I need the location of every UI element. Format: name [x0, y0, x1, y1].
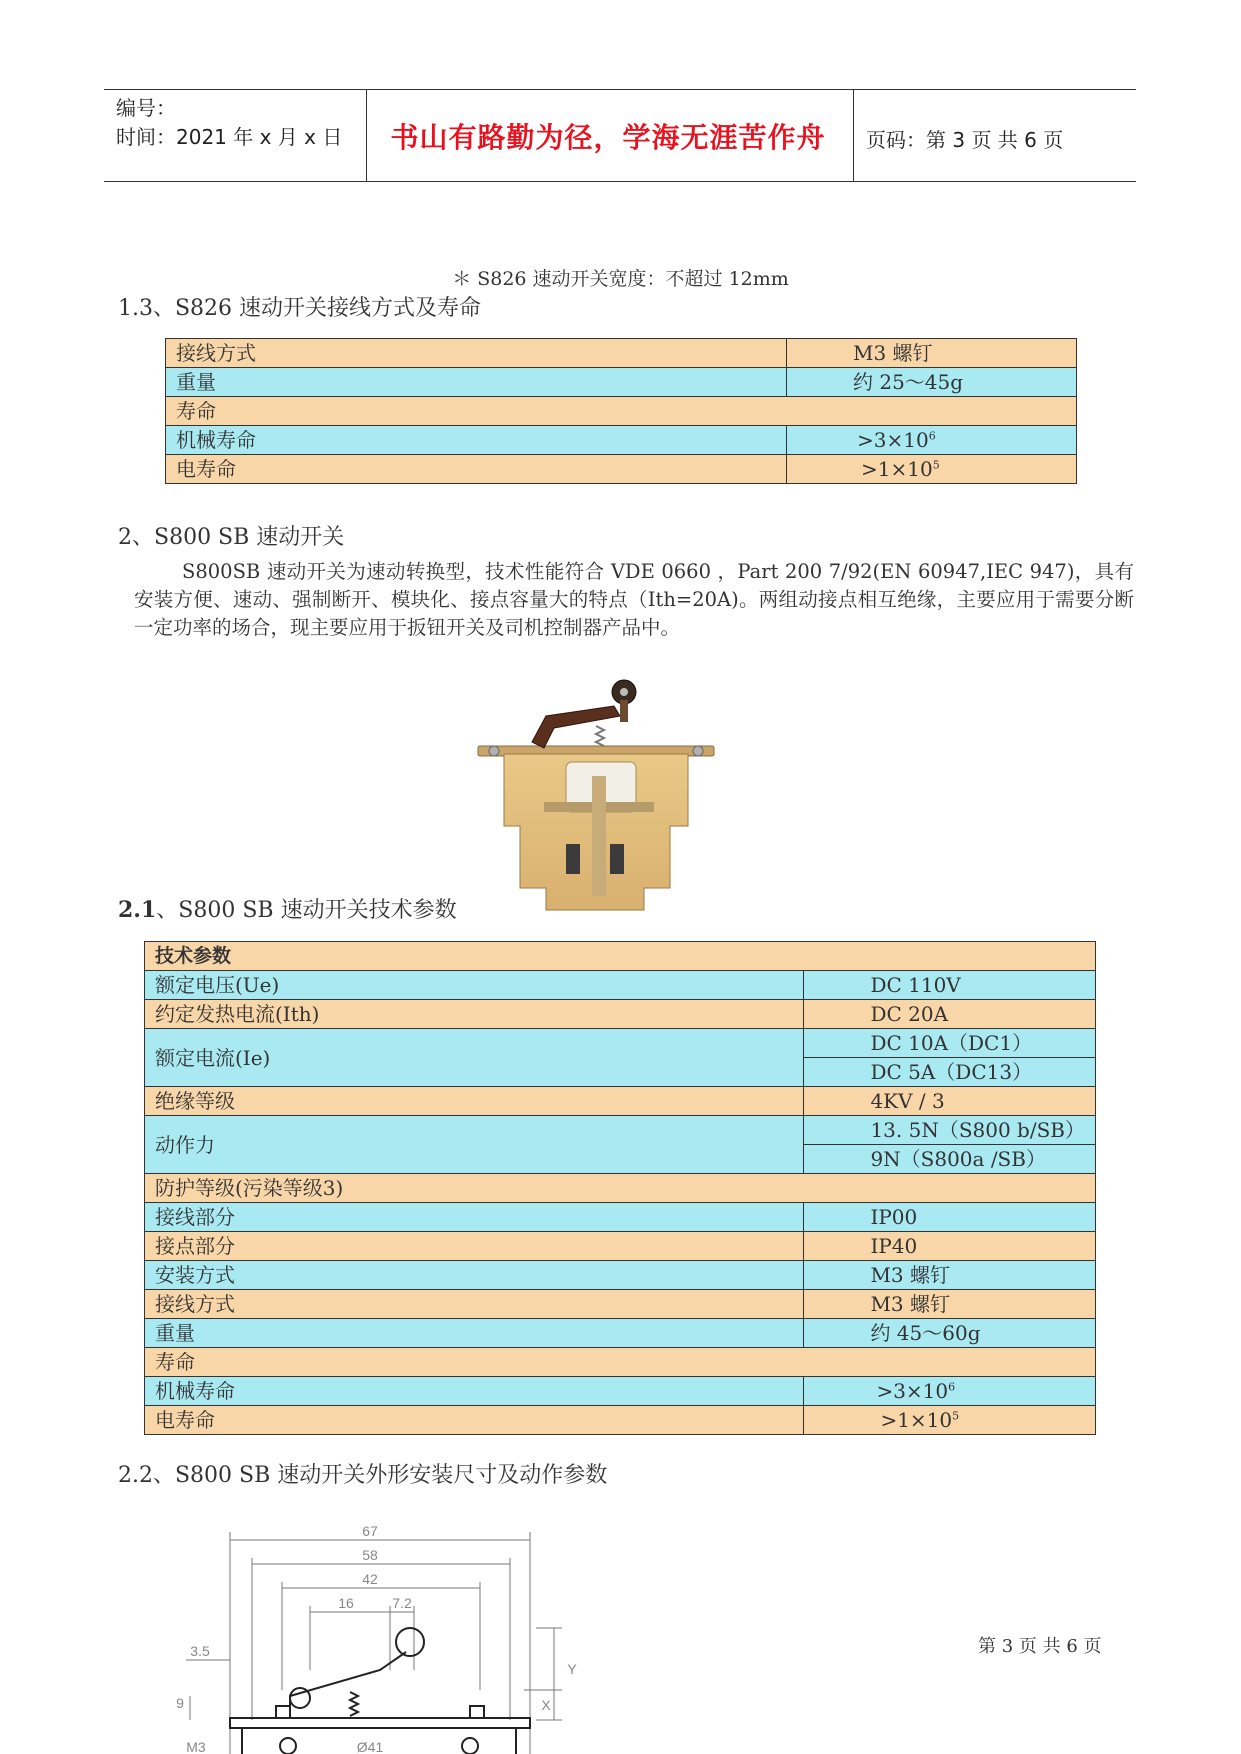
row-label: 安装方式	[145, 1261, 804, 1290]
row-label: 额定电压(Ue)	[145, 971, 804, 1000]
row-label: 接点部分	[145, 1232, 804, 1261]
row-label: 寿命	[166, 397, 1077, 426]
dim-label: 16	[338, 1595, 354, 1611]
switch-photo	[474, 676, 722, 920]
row-value: $>1\times 10^5$	[804, 1406, 1096, 1435]
row-value: IP40	[804, 1232, 1096, 1261]
table-row	[145, 1232, 1096, 1261]
row-label: 重量	[166, 368, 787, 397]
row-value: 13. 5N（S800 b/SB）	[804, 1116, 1096, 1145]
table-row	[145, 1203, 1096, 1232]
table-row	[145, 1174, 1096, 1203]
section-2-2-heading: 2.2、S800 SB 速动开关外形安装尺寸及动作参数	[118, 1463, 608, 1488]
section-2-1-heading: 2.1、S800 SB 速动开关技术参数	[118, 897, 457, 923]
row-label: 接线部分	[145, 1203, 804, 1232]
row-label: 约定发热电流(Ith)	[145, 1000, 804, 1029]
dim-label: 3.5	[190, 1643, 210, 1659]
table-row	[145, 1319, 1096, 1348]
table-row	[145, 971, 1096, 1000]
width-note: ＊ S826 速动开关宽度：不超过 12mm	[452, 268, 789, 290]
section-1-3-heading: 1.3、S826 速动开关接线方式及寿命	[118, 296, 482, 321]
table-row	[145, 1377, 1096, 1406]
row-label: 机械寿命	[166, 426, 787, 455]
s800sb-spec-table	[144, 941, 1096, 1435]
row-value: $>1\times 10^5$	[787, 455, 1077, 484]
s826-table	[165, 338, 1077, 484]
dim-label: 7.2	[392, 1595, 412, 1611]
row-label: 动作力	[145, 1116, 804, 1174]
row-value: 约 25～45g	[787, 368, 1077, 397]
table-row	[145, 942, 1096, 971]
header-divider-right	[853, 89, 854, 181]
row-value: 4KV / 3	[804, 1087, 1096, 1116]
section-2-heading: 2、S800 SB 速动开关	[118, 525, 345, 550]
table-row	[166, 339, 1077, 368]
row-label: 重量	[145, 1319, 804, 1348]
section-2-paragraph: S800SB 速动开关为速动转换型，技术性能符合 VDE 0660 ，Part 200 7/92(EN 60947,IEC 947)，具有安装方便、速动、强制断开、模块化、接点容量大的特点（Ith=20A)。两组动接点相互绝缘，主要应用于需要分断一定功率的场合，现主要应用于扳钮开关及司机控制器产品中。	[134, 560, 1134, 639]
dim-label: 42	[362, 1571, 378, 1587]
table-row	[166, 426, 1077, 455]
row-label: 机械寿命	[145, 1377, 804, 1406]
dim-label: 58	[362, 1547, 378, 1563]
table-row	[145, 1348, 1096, 1377]
row-value: $>3\times 10^6$	[787, 426, 1077, 455]
row-value: 9N（S800a /SB）	[804, 1145, 1096, 1174]
row-value: 约 45～60g	[804, 1319, 1096, 1348]
row-label: 额定电流(Ie)	[145, 1029, 804, 1087]
dimension-drawing	[170, 1520, 610, 1754]
dim-label: Y	[567, 1661, 577, 1677]
dim-label: Ø41	[356, 1739, 384, 1754]
row-value: DC 10A（DC1）	[804, 1029, 1096, 1058]
row-value: DC 5A（DC13）	[804, 1058, 1096, 1087]
table-row	[145, 1290, 1096, 1319]
row-label: 寿命	[145, 1348, 1096, 1377]
row-value: DC 20A	[804, 1000, 1096, 1029]
row-label: 接线方式	[145, 1290, 804, 1319]
table-row	[145, 1000, 1096, 1029]
dim-label: 9	[176, 1695, 184, 1711]
table-row	[145, 1087, 1096, 1116]
row-value: $>3\times 10^6$	[804, 1377, 1096, 1406]
row-label: 电寿命	[145, 1406, 804, 1435]
header-page-label: 页码：第 3 页 共 6 页	[866, 128, 1064, 152]
row-label: 防护等级(污染等级3)	[145, 1174, 1096, 1203]
row-value: M3 螺钉	[804, 1290, 1096, 1319]
header-id-label: 编号：	[116, 96, 176, 120]
header-top-rule	[104, 89, 1136, 90]
table-row	[166, 455, 1077, 484]
table-row	[145, 1406, 1096, 1435]
row-label: 电寿命	[166, 455, 787, 484]
dim-label: 67	[362, 1523, 378, 1539]
row-value: M3 螺钉	[787, 339, 1077, 368]
header-time-label: 时间：2021 年 x 月 x 日	[116, 125, 343, 149]
header-motto: 书山有路勤为径，学海无涯苦作舟	[390, 121, 826, 154]
row-label: 绝缘等级	[145, 1087, 804, 1116]
row-value: IP00	[804, 1203, 1096, 1232]
table-row	[145, 1261, 1096, 1290]
row-value: DC 110V	[804, 971, 1096, 1000]
row-label: 接线方式	[166, 339, 787, 368]
table-row	[166, 368, 1077, 397]
header-bottom-rule	[104, 181, 1136, 182]
dim-label: M3	[186, 1739, 206, 1754]
table-title: 技术参数	[145, 942, 1096, 971]
table-row	[166, 397, 1077, 426]
table-row	[145, 1116, 1096, 1145]
dim-label: X	[541, 1697, 551, 1713]
footer-page-number: 第 3 页 共 6 页	[978, 1636, 1102, 1657]
row-value: M3 螺钉	[804, 1261, 1096, 1290]
table-row	[145, 1029, 1096, 1058]
